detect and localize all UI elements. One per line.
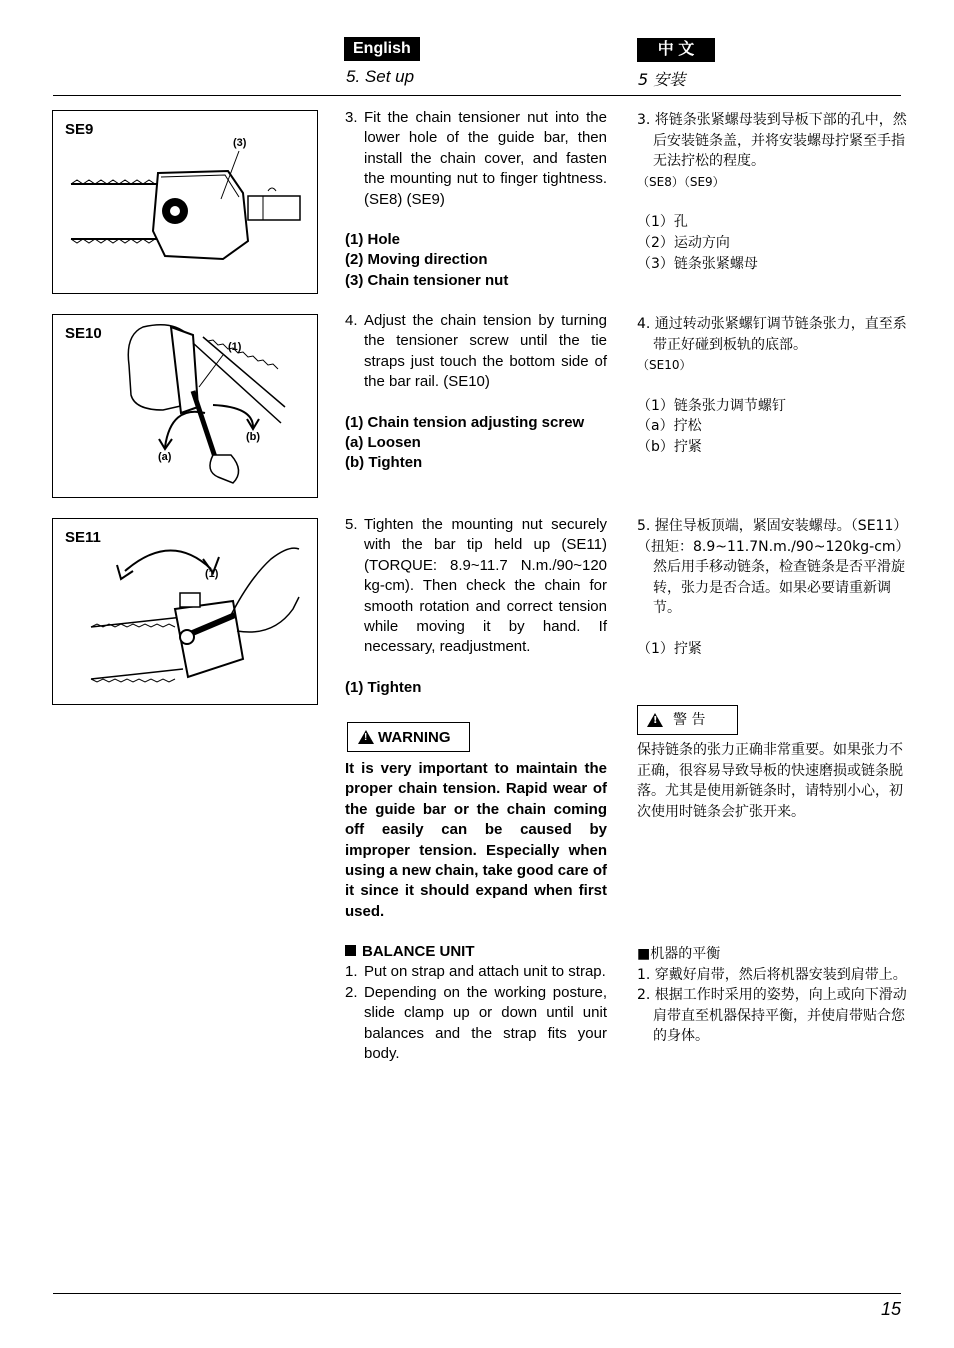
step-number: 2. [345,983,358,1001]
figure-se9 [52,110,318,294]
legend-item: （1）孔 [637,214,688,231]
figure-label: SE9 [65,121,94,138]
figure-se11 [52,518,318,705]
chain-cover-illustration [53,111,317,293]
callout-label: (3) [233,137,247,149]
step-text: 2. 根据工作时采用的姿势，向上或向下滑动肩带直至机器保持平衡，并使肩带贴合您的身体。 [637,987,907,1045]
step-text: Tighten the mounting nut securely with the bar tip held up (SE11) (TORQUE: 8.9~11.7 N.m./90~120 kg-cm). Then check the chain for smooth rotation and correct tension while moving it by hand. If necessary, readjustment. [364,516,607,656]
callout-label: (1) [228,341,242,353]
tension-screw-illustration [53,315,317,497]
warning-box-chinese [637,705,738,735]
chinese-step-4 [637,314,907,458]
callout-label: (1) [205,568,219,580]
warning-triangle-icon [358,730,374,744]
chinese-step-3 [637,110,907,274]
callout-tighten: (b) [246,431,261,443]
step-text-torque: （扭矩：8.9~11.7N.m./90~120kg-cm）然后用手移动链条，检查链条是否平滑旋转，张力是否合适。如果必要请重新调节。 [637,538,905,617]
language-badge-chinese: 中 文 [637,38,715,62]
step-text: 3. 将链条张紧螺母装到导板下部的孔中，然后安装链条盖，并将安装螺母拧紧至手指无法拧松的程度。 [637,112,907,170]
square-bullet-icon [345,945,356,956]
chinese-step-5 [637,516,907,660]
section-title-english: 5. Set up [346,67,415,86]
figure-label: SE10 [65,325,102,342]
legend-item: (3) Chain tensioner nut [345,271,509,289]
balance-title: BALANCE UNIT [362,943,475,960]
warning-text-english: It is very important to maintain the proper chain tension. Rapid wear of the guide bar or the chain coming off easily can be caused by improper tension. Especially when using a new chain, take good care of it since it should expand when first used. [345,760,607,920]
english-step-4 [345,311,607,474]
step-number: 4. [345,312,358,329]
warning-box-english [347,722,470,752]
english-balance-unit [345,942,607,1064]
legend-item: （1）拧紧 [637,640,702,657]
legend-item: (a) Loosen [345,434,421,452]
step-text: Fit the chain tensioner nut into the lower hole of the guide bar, then install the chain cover, and fasten the mounting nut to finger tightness. (SE8) (SE9) [364,109,607,208]
warning-text-chinese: 保持链条的张力正确非常重要。如果张力不正确，很容易导致导板的快速磨损或链条脱落。尤其是使用新链条时，请特别小心，初次使用时链条会扩张开来。 [637,742,903,820]
step-text: Put on strap and attach unit to strap. [364,963,606,981]
chinese-balance-unit [637,944,907,1047]
legend-item: (1) Hole [345,231,401,249]
warning-triangle-icon [647,713,663,727]
english-step-5 [345,515,607,698]
header-rule [53,95,901,96]
step-text: 5. 握住导板顶端，紧固安装螺母。（SE11） [637,518,908,534]
warning-label: 警 告 [673,711,706,728]
legend-item: （2）运动方向 [637,234,730,251]
page-number: 15 [881,1299,902,1319]
warning-label: WARNING [378,728,451,746]
square-bullet-icon: ■ [637,946,651,962]
section-title-chinese: 5 安装 [638,70,686,89]
legend-item: （b）拧紧 [637,438,702,455]
step-text: 1. 穿戴好肩带，然后将机器安装到肩带上。 [637,966,907,983]
footer-rule [53,1293,901,1294]
legend-item: （a）拧松 [637,418,702,435]
balance-title: 机器的平衡 [650,946,721,962]
step-number: 5. [345,516,358,533]
figure-label: SE11 [65,529,101,546]
legend-item: （3）链条张紧螺母 [637,255,758,272]
figure-se10 [52,314,318,498]
english-step-3 [345,108,607,291]
legend-item: (1) Chain tension adjusting screw [345,413,585,431]
legend-item: （1）链条张力调节螺钉 [637,397,786,414]
legend-item: (1) Tighten [345,678,422,696]
step-text: 4. 通过转动张紧螺钉调节链条张力，直至系带正好碰到板轨的底部。 [637,316,907,353]
language-badge-english: English [344,37,420,61]
step-text: Adjust the chain tension by turning the tensioner screw until the tie straps just touch the bottom side of the bar rail. (SE10) [364,312,607,391]
legend-item: (2) Moving direction [345,251,488,269]
figure-reference: （SE8）（SE9） [637,174,725,189]
legend-item: (b) Tighten [345,454,423,472]
figure-reference: （SE10） [637,358,692,373]
step-text: Depending on the working posture, slide clamp up or down until unit balances and the strap fits your body. [364,983,607,1063]
step-number: 1. [345,963,358,981]
callout-loosen: (a) [158,451,172,463]
mounting-nut-illustration [53,519,317,704]
step-number: 3. [345,109,358,126]
